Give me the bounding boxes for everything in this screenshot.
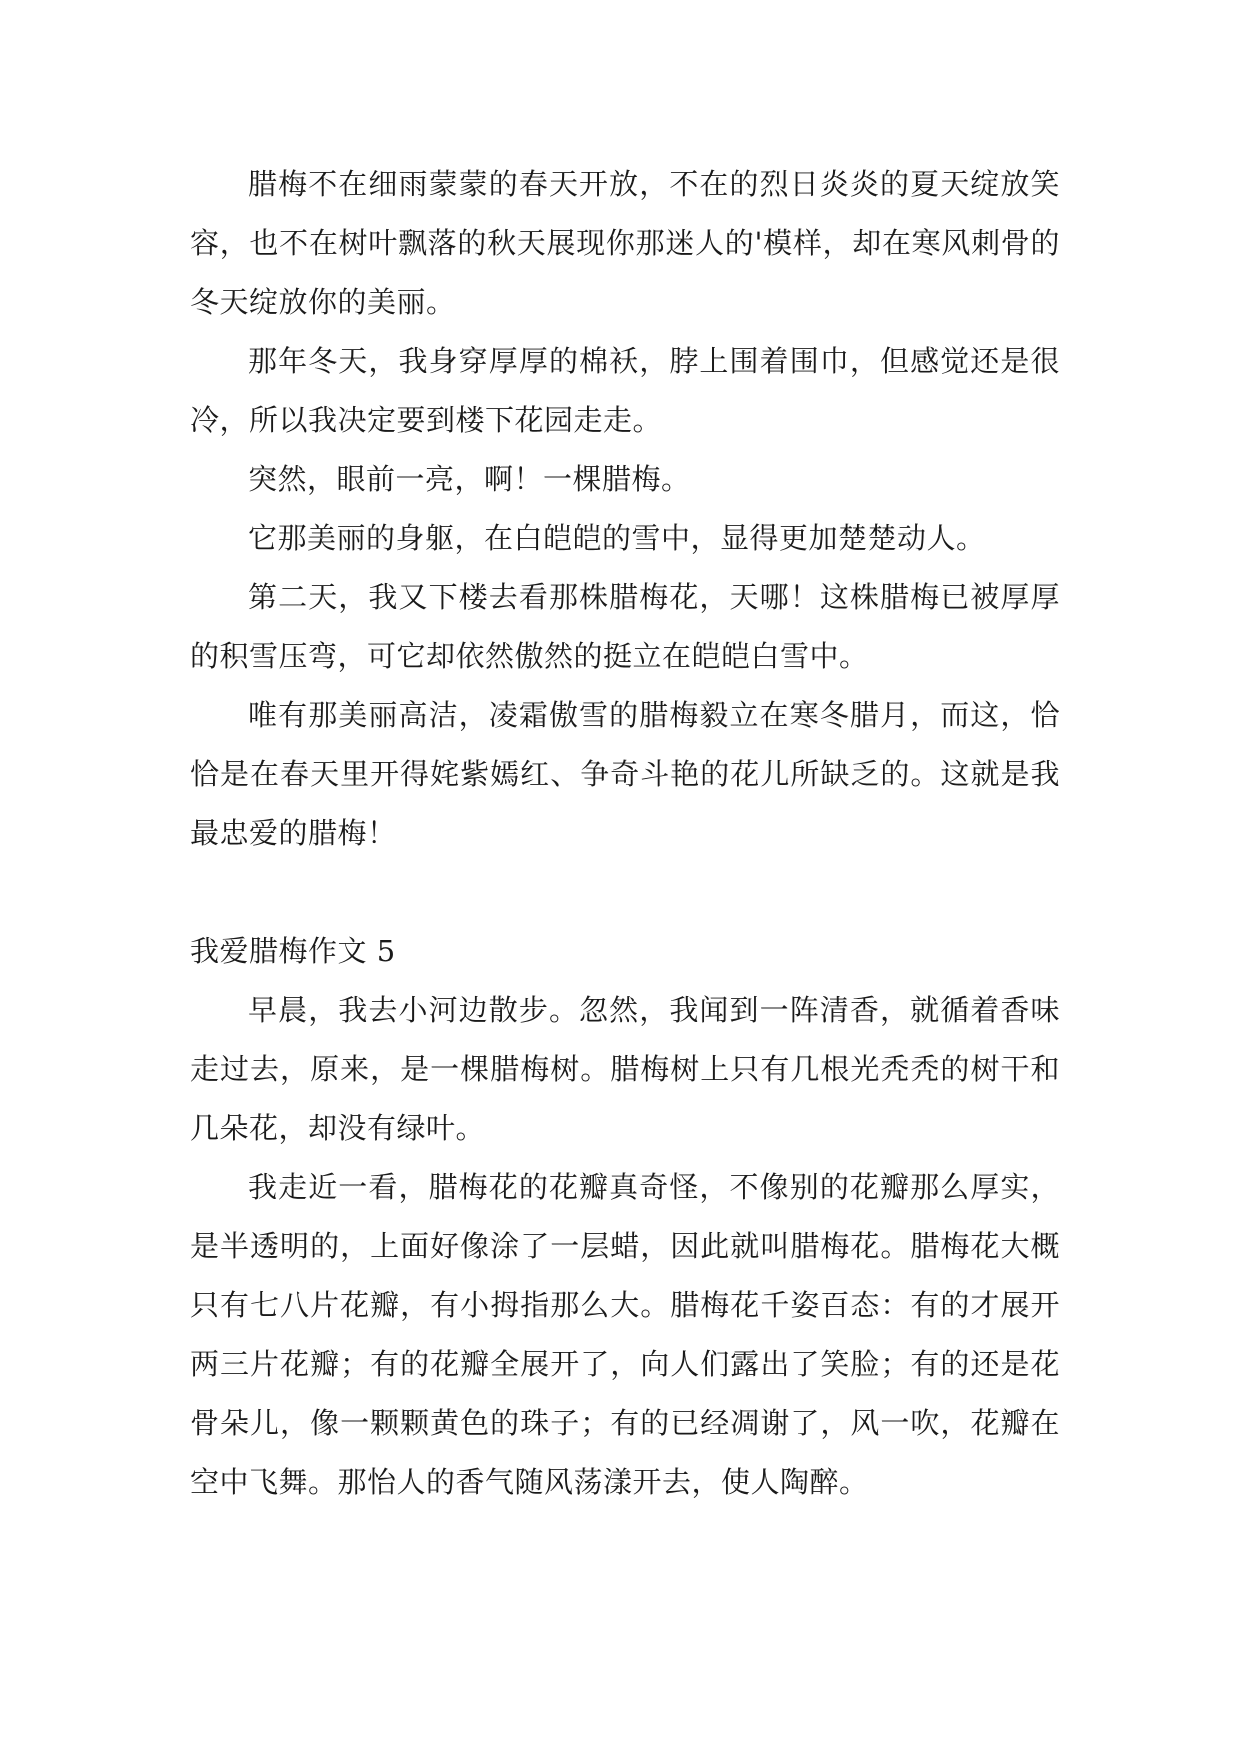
paragraph: 第二天，我又下楼去看那株腊梅花，天哪！这株腊梅已被厚厚的积雪压弯，可它却依然傲然的挺立在皑皑白雪中。 bbox=[190, 580, 1060, 673]
paragraph: 唯有那美丽高洁，凌霜傲雪的腊梅毅立在寒冬腊月，而这，恰恰是在春天里开得姹紫嫣红、争奇斗艳的花儿所缺乏的。这就是我最忠爱的腊梅！ bbox=[190, 698, 1060, 850]
paragraph: 腊梅不在细雨蒙蒙的春天开放，不在的烈日炎炎的夏天绽放笑容，也不在树叶飘落的秋天展现你那迷人的'模样，却在寒风刺骨的冬天绽放你的美丽。 bbox=[190, 167, 1060, 319]
paragraph: 突然，眼前一亮，啊！一棵腊梅。 bbox=[248, 462, 691, 496]
document-body bbox=[190, 155, 1060, 1512]
paragraph: 那年冬天，我身穿厚厚的棉袄，脖上围着围巾，但感觉还是很冷，所以我决定要到楼下花园走走。 bbox=[190, 344, 1060, 437]
paragraph: 它那美丽的身躯，在白皑皑的雪中，显得更加楚楚动人。 bbox=[248, 521, 986, 555]
paragraph: 早晨，我去小河边散步。忽然，我闻到一阵清香，就循着香味走过去，原来，是一棵腊梅树。腊梅树上只有几根光秃秃的树干和几朵花，却没有绿叶。 bbox=[190, 993, 1060, 1145]
paragraph: 我走近一看，腊梅花的花瓣真奇怪，不像别的花瓣那么厚实，是半透明的，上面好像涂了一层蜡，因此就叫腊梅花。腊梅花大概只有七八片花瓣，有小拇指那么大。腊梅花千姿百态：有的才展开两三片花瓣；有的花瓣全展开了，向人们露出了笑脸；有的还是花骨朵儿，像一颗颗黄色的珠子；有的已经凋谢了，风一吹，花瓣在空中飞舞。那怡人的香气随风荡漾开去，使人陶醉。 bbox=[190, 1170, 1060, 1499]
section-heading: 我爱腊梅作文 5 bbox=[190, 934, 396, 968]
